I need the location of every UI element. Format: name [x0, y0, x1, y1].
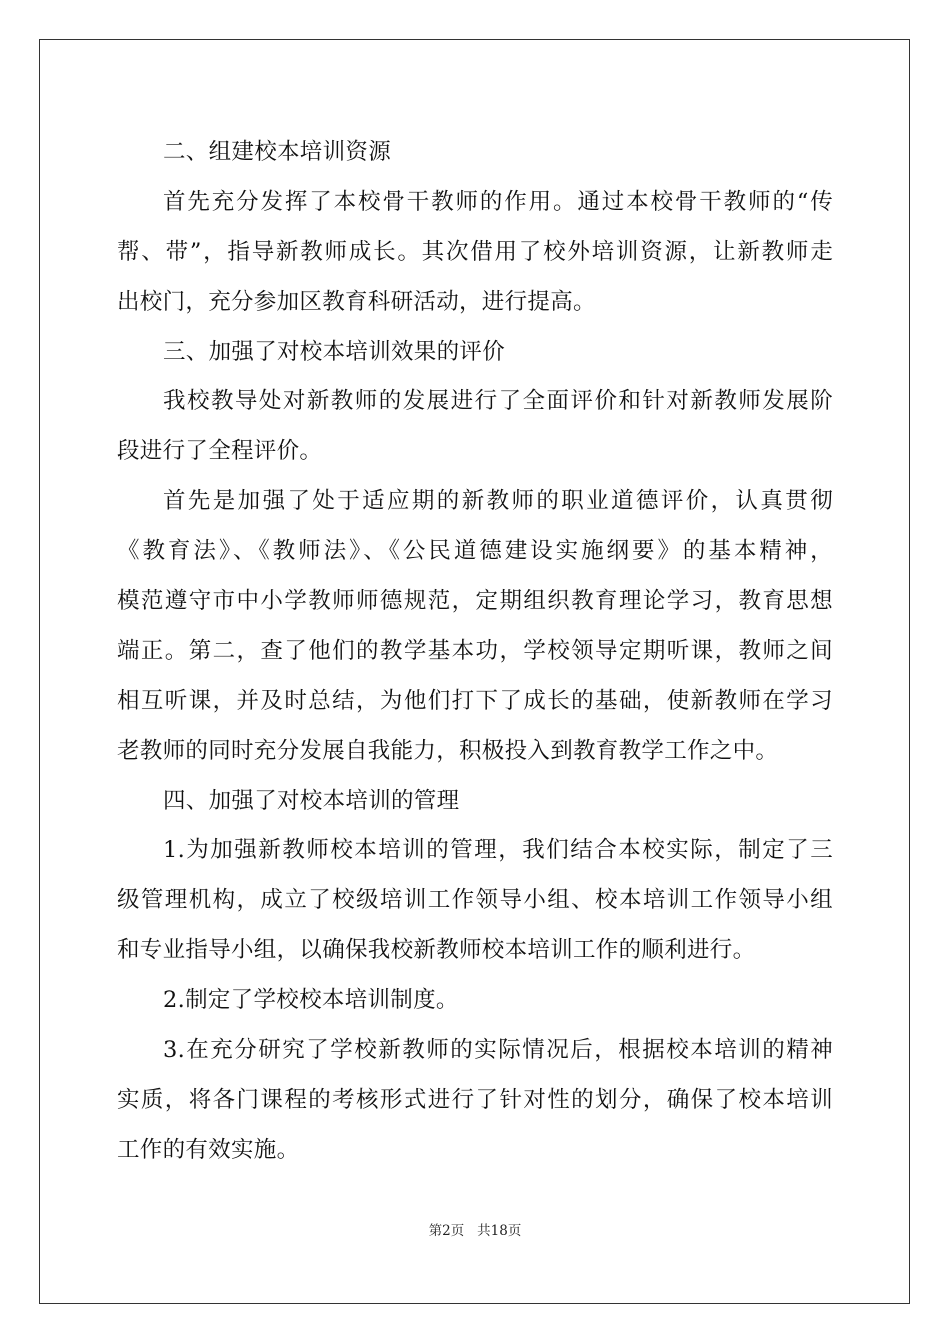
text-line: 端正。第二，查了他们的教学基本功，学校领导定期听课，教师之间: [117, 637, 833, 664]
text-line: 工作的有效实施。: [117, 1136, 300, 1163]
text-line: 出校门，充分参加区教育科研活动，进行提高。: [117, 288, 596, 315]
text-line: 《教育法》、《教师法》、《公民道德建设实施纲要》的基本精神，: [117, 538, 833, 565]
text-line: 1.为加强新教师校本培训的管理，我们结合本校实际，制定了三: [163, 837, 833, 864]
text-line: 二、组建校本培训资源: [163, 139, 392, 165]
text-line: 和专业指导小组，以确保我校新教师校本培训工作的顺利进行。: [117, 937, 756, 964]
text-line: 段进行了全程评价。: [117, 438, 323, 465]
text-line: 四、加强了对校本培训的管理: [163, 787, 460, 814]
text-line: 级管理机构，成立了校级培训工作领导小组、校本培训工作领导小组: [117, 887, 833, 914]
document-body: [117, 128, 833, 1176]
text-line: 老教师的同时充分发展自我能力，积极投入到教育教学工作之中。: [117, 737, 779, 764]
text-line: 我校教导处对新教师的发展进行了全面评价和针对新教师发展阶: [163, 388, 833, 415]
text-line: 相互听课，并及时总结，为他们打下了成长的基础，使新教师在学习: [117, 687, 833, 714]
text-line: 实质，将各门课程的考核形式进行了针对性的划分，确保了校本培训: [117, 1086, 833, 1113]
text-line: 2.制定了学校校本培训制度。: [163, 987, 459, 1014]
text-line: 3.在充分研究了学校新教师的实际情况后，根据校本培训的精神: [163, 1037, 833, 1064]
text-line: 首先充分发挥了本校骨干教师的作用。通过本校骨干教师的“传: [163, 188, 833, 215]
page-footer: 第2页 共18页: [428, 1223, 522, 1239]
text-line: 帮、带”，指导新教师成长。其次借用了校外培训资源，让新教师走: [117, 238, 833, 265]
text-line: 模范遵守市中小学教师师德规范，定期组织教育理论学习，教育思想: [117, 588, 833, 615]
text-line: 三、加强了对校本培训效果的评价: [163, 338, 506, 365]
text-line: 首先是加强了处于适应期的新教师的职业道德评价，认真贯彻: [163, 488, 833, 515]
